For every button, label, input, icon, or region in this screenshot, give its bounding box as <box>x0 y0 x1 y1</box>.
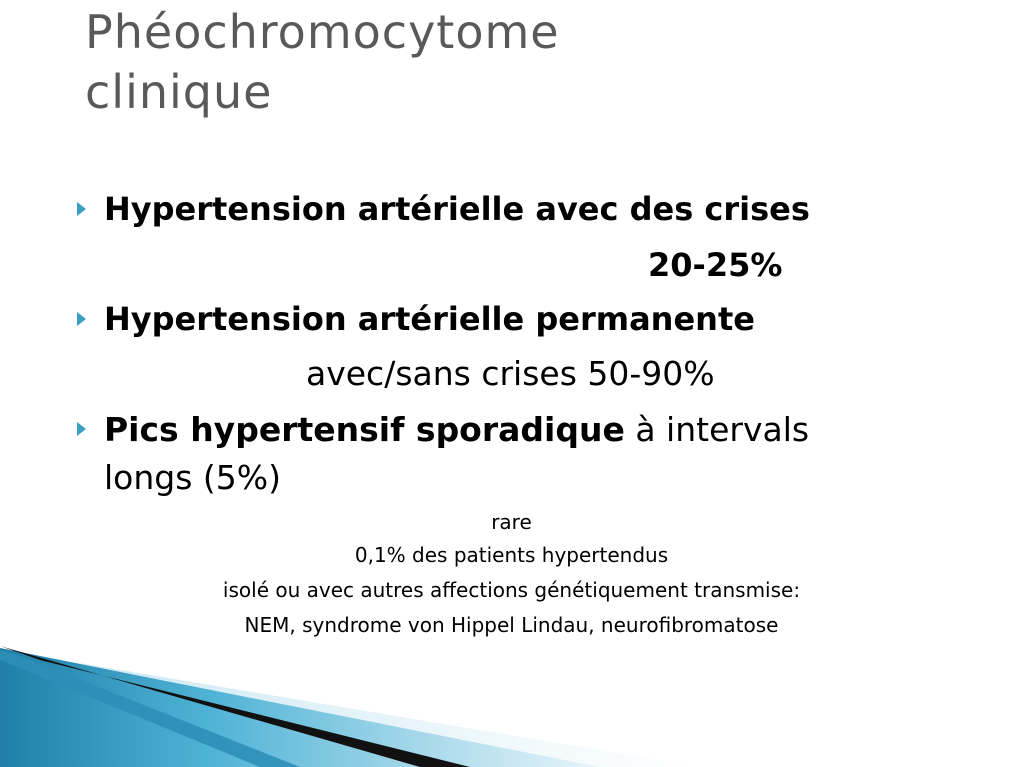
bullet-3-normal-text: à intervals <box>624 410 810 449</box>
bullet-2-continuation: avec/sans crises 50-90% <box>306 354 715 393</box>
bullet-1-continuation: 20-25% <box>648 246 783 284</box>
note-line-3: isolé ou avec autres affections génétiquement transmise: <box>222 578 801 602</box>
bullet-3-bold-text: Pics hypertensif sporadique <box>104 410 625 449</box>
bullet-3-continuation: longs (5%) <box>104 458 282 497</box>
note-line-4: NEM, syndrome von Hippel Lindau, neurofibromatose <box>244 613 779 637</box>
note-line-1: rare <box>491 510 532 534</box>
title-line-2: clinique <box>85 65 273 119</box>
title-line-1: Phéochromocytome <box>85 5 560 59</box>
bullet-1-text: Hypertension artérielle avec des crises <box>104 190 810 228</box>
bullet-2-text: Hypertension artérielle permanente <box>104 300 755 338</box>
note-line-2: 0,1% des patients hypertendus <box>354 543 669 567</box>
